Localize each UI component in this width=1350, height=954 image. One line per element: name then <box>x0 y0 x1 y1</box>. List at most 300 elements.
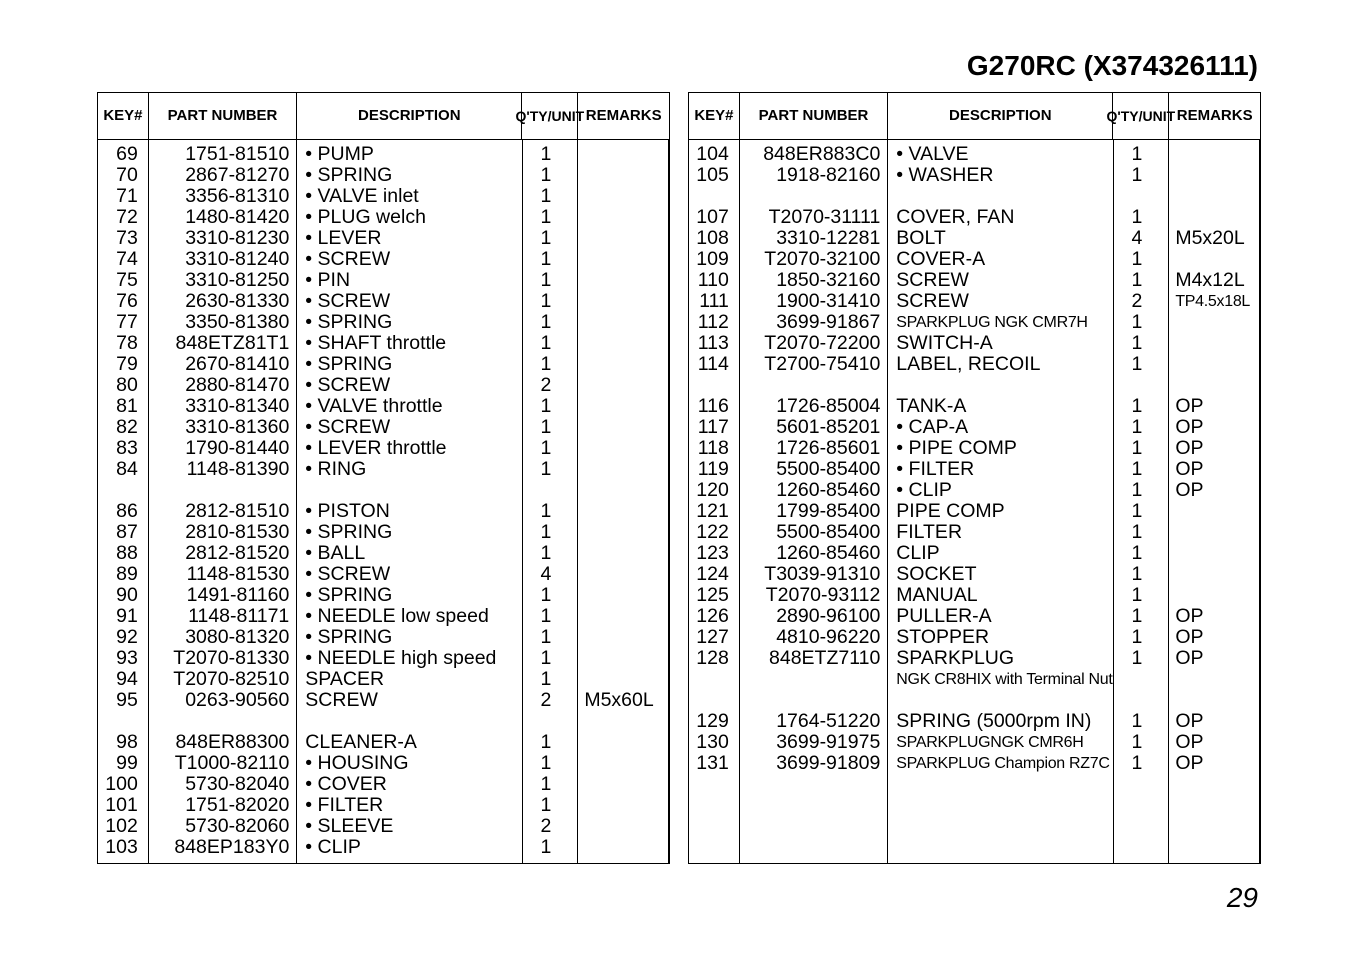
table-row <box>689 207 1260 228</box>
table-row <box>689 312 1260 333</box>
table-row <box>689 459 1260 480</box>
part-number-cell: T2700-75410 <box>764 354 881 375</box>
key-cell: 124 <box>696 564 729 585</box>
description-cell: COVER-A <box>896 249 986 270</box>
table-row <box>98 795 669 816</box>
remarks-cell <box>578 228 669 249</box>
table-row <box>98 816 669 837</box>
qty-cell: 1 <box>540 648 552 669</box>
qty-cell: 1 <box>1131 459 1143 480</box>
table-row <box>689 480 1260 501</box>
table-row <box>98 669 669 690</box>
remarks-cell <box>1169 501 1260 522</box>
table-row <box>98 522 669 543</box>
qty-cell: 1 <box>540 270 552 291</box>
part-number-cell: T3039-91310 <box>764 564 881 585</box>
part-number-cell: 1850-32160 <box>776 270 881 291</box>
description-cell: MANUAL <box>896 585 978 606</box>
qty-cell: 1 <box>1131 438 1143 459</box>
description-cell: • SLEEVE <box>305 816 394 837</box>
key-cell: 118 <box>697 438 729 459</box>
qty-cell: 1 <box>540 837 552 858</box>
part-number-cell: 3310-12281 <box>776 228 881 249</box>
qty-cell: 1 <box>540 774 552 795</box>
qty-cell: 1 <box>540 417 552 438</box>
key-cell: 108 <box>696 228 729 249</box>
description-cell: • NEEDLE high speed <box>305 648 497 669</box>
part-number-cell: 1260-85460 <box>776 543 881 564</box>
qty-cell <box>1113 186 1169 207</box>
description-cell: • PISTON <box>305 501 390 522</box>
part-number-cell: 2670-81410 <box>185 354 290 375</box>
header-qty-line2: UNIT <box>551 108 585 124</box>
table-row <box>98 774 669 795</box>
part-number-cell: 5730-82040 <box>185 774 290 795</box>
table-row <box>689 753 1260 774</box>
part-number-cell: 1148-81530 <box>186 564 290 585</box>
description-cell: • HOUSING <box>305 753 409 774</box>
table-row <box>98 648 669 669</box>
table-row <box>98 312 669 333</box>
part-number-cell: 1260-85460 <box>776 480 881 501</box>
part-number-cell: 4810-96220 <box>776 627 881 648</box>
remarks-cell <box>1169 375 1260 396</box>
header-remarks: REMARKS <box>585 107 662 124</box>
remarks-cell: OP <box>1175 753 1204 774</box>
table-row <box>689 606 1260 627</box>
part-number-cell: 1900-31410 <box>776 291 881 312</box>
remarks-cell <box>578 354 669 375</box>
qty-cell: 2 <box>1131 291 1143 312</box>
table-row <box>689 375 1260 396</box>
qty-cell: 1 <box>540 627 552 648</box>
part-number-cell: 3310-81360 <box>185 417 290 438</box>
part-number-cell: 3080-81320 <box>185 627 290 648</box>
part-number-cell: 3310-81340 <box>185 396 290 417</box>
remarks-cell: TP4.5x18L <box>1175 293 1251 310</box>
remarks-cell <box>1169 165 1260 186</box>
remarks-cell <box>578 795 669 816</box>
description-cell: BOLT <box>896 228 946 249</box>
table-row <box>689 249 1260 270</box>
key-cell: 128 <box>696 648 729 669</box>
part-number-cell: 2880-81470 <box>185 375 290 396</box>
part-number-cell: 848ETZ81T1 <box>175 333 290 354</box>
part-number-cell: 1148-81171 <box>188 606 290 627</box>
qty-cell <box>1113 669 1169 690</box>
header-qty-line1: Q'TY/ <box>1106 108 1143 124</box>
description-cell: • VALVE <box>896 144 969 165</box>
key-cell: 82 <box>116 417 138 438</box>
description-cell: • BALL <box>305 543 366 564</box>
key-cell: 72 <box>116 207 138 228</box>
description-cell: • PLUG welch <box>305 207 426 228</box>
key-cell: 105 <box>696 165 729 186</box>
description-cell <box>888 375 1113 396</box>
key-cell: 117 <box>697 417 729 438</box>
remarks-cell: M4x12L <box>1175 270 1245 291</box>
description-cell: • LEVER throttle <box>305 438 447 459</box>
part-number-cell: 2812-81510 <box>185 501 290 522</box>
part-number-cell <box>740 669 888 690</box>
remarks-cell <box>1169 333 1260 354</box>
remarks-cell <box>1169 354 1260 375</box>
key-cell: 99 <box>116 753 138 774</box>
qty-cell: 1 <box>540 606 552 627</box>
table-row <box>689 585 1260 606</box>
table-row <box>98 543 669 564</box>
description-cell: SCREW <box>896 270 969 291</box>
qty-cell: 1 <box>540 291 552 312</box>
description-cell: • RING <box>305 459 367 480</box>
description-cell: • FILTER <box>305 795 384 816</box>
part-number-cell: T2070-82510 <box>173 669 290 690</box>
description-cell: SPACER <box>305 669 385 690</box>
header-qty <box>1106 93 1176 139</box>
key-cell: 71 <box>116 186 138 207</box>
table-row <box>689 648 1260 669</box>
description-cell: • VALVE throttle <box>305 396 443 417</box>
part-number-cell: 1764-51220 <box>776 711 881 732</box>
description-cell: • SPRING <box>305 354 393 375</box>
part-number-cell: 1726-85004 <box>776 396 881 417</box>
header-remarks: REMARKS <box>1176 107 1253 124</box>
qty-cell: 2 <box>540 816 552 837</box>
key-cell: 86 <box>116 501 138 522</box>
qty-cell: 1 <box>1131 270 1143 291</box>
remarks-cell <box>578 396 669 417</box>
table-header <box>98 93 669 140</box>
description-cell: SPARKPLUG Champion RZ7C <box>896 755 1110 772</box>
description-cell: • SPRING <box>305 165 393 186</box>
table-row <box>98 291 669 312</box>
remarks-cell <box>578 564 669 585</box>
table-row <box>689 564 1260 585</box>
remarks-cell <box>578 522 669 543</box>
remarks-cell <box>578 165 669 186</box>
qty-cell: 1 <box>1131 144 1143 165</box>
qty-cell: 1 <box>1131 732 1143 753</box>
description-cell: PULLER-A <box>896 606 992 627</box>
table-row <box>689 732 1260 753</box>
qty-cell: 1 <box>1131 207 1143 228</box>
qty-cell: 1 <box>540 501 552 522</box>
remarks-cell <box>578 669 669 690</box>
remarks-cell: OP <box>1175 417 1204 438</box>
table-row <box>689 522 1260 543</box>
table-row <box>98 417 669 438</box>
remarks-cell: OP <box>1175 648 1204 669</box>
key-cell: 81 <box>116 396 138 417</box>
description-cell: • COVER <box>305 774 387 795</box>
part-number-cell: 848EP183Y0 <box>174 837 290 858</box>
table-row <box>689 417 1260 438</box>
remarks-cell: M5x60L <box>584 690 654 711</box>
description-cell: • FILTER <box>896 459 975 480</box>
remarks-cell <box>1169 522 1260 543</box>
remarks-cell <box>578 249 669 270</box>
table-row <box>98 375 669 396</box>
remarks-cell <box>578 501 669 522</box>
key-cell: 123 <box>696 543 729 564</box>
key-cell: 125 <box>696 585 729 606</box>
table-row <box>689 690 1260 711</box>
qty-cell: 1 <box>1131 585 1143 606</box>
remarks-cell <box>578 459 669 480</box>
remarks-cell <box>1169 312 1260 333</box>
key-cell: 95 <box>116 690 138 711</box>
part-number-cell <box>149 711 297 732</box>
remarks-cell <box>578 606 669 627</box>
part-number-cell: T2070-93112 <box>765 585 881 606</box>
remarks-cell <box>578 480 669 501</box>
table-row <box>98 501 669 522</box>
qty-cell: 1 <box>1131 480 1143 501</box>
description-cell: SPARKPLUG NGK CMR7H <box>896 314 1088 331</box>
remarks-cell <box>578 648 669 669</box>
part-number-cell: T2070-32100 <box>764 249 881 270</box>
qty-cell: 1 <box>1131 648 1143 669</box>
rows-right <box>689 144 1260 774</box>
description-cell <box>297 480 522 501</box>
table-row <box>98 732 669 753</box>
header-qty-line1: Q'TY/ <box>515 108 552 124</box>
description-cell: • PUMP <box>305 144 374 165</box>
part-number-cell: 1491-81160 <box>186 585 290 606</box>
remarks-cell <box>578 333 669 354</box>
table-row <box>98 186 669 207</box>
table-row <box>98 564 669 585</box>
qty-cell: 1 <box>1131 165 1143 186</box>
qty-cell: 4 <box>540 564 552 585</box>
part-number-cell <box>740 375 888 396</box>
key-cell: 122 <box>696 522 729 543</box>
qty-cell: 1 <box>540 354 552 375</box>
remarks-cell <box>578 543 669 564</box>
description-cell: • CLIP <box>305 837 361 858</box>
description-cell: • CAP-A <box>896 417 969 438</box>
description-cell: SCREW <box>896 291 969 312</box>
remarks-cell: OP <box>1175 732 1204 753</box>
part-number-cell: 3350-81380 <box>185 312 290 333</box>
part-number-cell: 5730-82060 <box>185 816 290 837</box>
key-cell: 127 <box>696 627 729 648</box>
part-number-cell <box>149 480 297 501</box>
qty-cell: 1 <box>540 249 552 270</box>
qty-cell: 1 <box>1131 417 1143 438</box>
remarks-cell <box>578 732 669 753</box>
description-cell <box>888 690 1113 711</box>
table-body <box>689 140 1260 863</box>
remarks-cell <box>1169 207 1260 228</box>
description-cell: CLIP <box>896 543 940 564</box>
key-cell: 73 <box>116 228 138 249</box>
part-number-cell: T2070-31111 <box>768 207 881 228</box>
table-row <box>689 333 1260 354</box>
remarks-cell <box>1169 249 1260 270</box>
table-row <box>98 270 669 291</box>
header-qty <box>515 93 585 139</box>
description-cell: • WASHER <box>896 165 994 186</box>
key-cell: 94 <box>116 669 138 690</box>
description-cell: TANK-A <box>896 396 967 417</box>
qty-cell: 1 <box>540 585 552 606</box>
part-number-cell: T2070-72200 <box>764 333 881 354</box>
table-row <box>689 627 1260 648</box>
qty-cell: 1 <box>540 753 552 774</box>
part-number-cell: 3356-81310 <box>185 186 290 207</box>
remarks-cell: OP <box>1175 438 1204 459</box>
part-number-cell: 1790-81440 <box>185 438 290 459</box>
remarks-cell <box>578 816 669 837</box>
table-row <box>98 711 669 732</box>
key-cell: 109 <box>696 249 729 270</box>
remarks-cell: OP <box>1175 480 1204 501</box>
header-part-number: PART NUMBER <box>740 93 888 139</box>
key-cell: 130 <box>696 732 729 753</box>
table-row <box>689 228 1260 249</box>
remarks-cell <box>578 837 669 858</box>
part-number-cell <box>740 690 888 711</box>
qty-cell: 1 <box>540 669 552 690</box>
qty-cell: 1 <box>540 522 552 543</box>
remarks-cell <box>1169 690 1260 711</box>
header-description: DESCRIPTION <box>297 93 522 139</box>
description-cell: SPARKPLUGNGK CMR6H <box>896 734 1084 751</box>
qty-cell: 1 <box>540 144 552 165</box>
part-number-cell: 1751-82020 <box>185 795 290 816</box>
key-cell: 116 <box>697 396 729 417</box>
key-cell: 84 <box>116 459 138 480</box>
remarks-cell: OP <box>1175 627 1204 648</box>
table-row <box>689 396 1260 417</box>
part-number-cell: 3310-81250 <box>185 270 290 291</box>
key-cell: 88 <box>116 543 138 564</box>
key-cell: 78 <box>116 333 138 354</box>
key-cell <box>98 711 149 732</box>
key-cell: 111 <box>699 291 729 312</box>
part-number-cell: 2810-81530 <box>185 522 290 543</box>
description-cell: • SPRING <box>305 627 393 648</box>
qty-cell: 4 <box>1131 228 1143 249</box>
table-row <box>98 837 669 858</box>
qty-cell: 1 <box>540 543 552 564</box>
key-cell: 112 <box>697 312 729 333</box>
key-cell: 93 <box>116 648 138 669</box>
key-cell: 107 <box>696 207 729 228</box>
remarks-cell <box>578 438 669 459</box>
remarks-cell: OP <box>1175 396 1204 417</box>
description-cell: FILTER <box>896 522 963 543</box>
remarks-cell: OP <box>1175 459 1204 480</box>
description-cell: • SCREW <box>305 417 391 438</box>
key-cell: 114 <box>697 354 729 375</box>
part-number-cell: 3310-81230 <box>185 228 290 249</box>
description-cell: LABEL, RECOIL <box>896 354 1041 375</box>
description-cell: • CLIP <box>896 480 952 501</box>
key-cell: 70 <box>116 165 138 186</box>
key-cell: 77 <box>116 312 138 333</box>
part-number-cell: 848ER883C0 <box>763 144 881 165</box>
key-cell: 103 <box>105 837 138 858</box>
part-number-cell: 1918-82160 <box>776 165 881 186</box>
qty-cell: 1 <box>1131 249 1143 270</box>
qty-cell: 1 <box>540 795 552 816</box>
qty-cell: 1 <box>540 459 552 480</box>
table-row <box>689 354 1260 375</box>
description-cell: SPRING (5000rpm IN) <box>896 711 1092 732</box>
qty-cell: 1 <box>540 207 552 228</box>
page-number: 29 <box>1226 882 1258 913</box>
key-cell: 120 <box>696 480 729 501</box>
qty-cell: 1 <box>1131 333 1143 354</box>
remarks-cell <box>578 375 669 396</box>
part-number-cell: 2812-81520 <box>185 543 290 564</box>
description-cell: PIPE COMP <box>896 501 1005 522</box>
key-cell: 83 <box>116 438 138 459</box>
remarks-cell <box>1169 564 1260 585</box>
rows-left <box>98 144 669 858</box>
key-cell <box>689 375 740 396</box>
description-cell: SCREW <box>305 690 378 711</box>
key-cell: 131 <box>696 753 729 774</box>
key-cell: 119 <box>697 459 729 480</box>
description-cell: • SHAFT throttle <box>305 333 447 354</box>
key-cell <box>98 480 149 501</box>
parts-table-left <box>97 92 670 864</box>
remarks-cell <box>1169 186 1260 207</box>
remarks-cell <box>578 711 669 732</box>
description-cell <box>888 186 1113 207</box>
key-cell: 102 <box>105 816 138 837</box>
remarks-cell <box>578 417 669 438</box>
qty-cell: 1 <box>1131 396 1143 417</box>
remarks-cell <box>578 186 669 207</box>
key-cell: 126 <box>696 606 729 627</box>
part-number-cell: 3310-81240 <box>185 249 290 270</box>
key-cell: 89 <box>116 564 138 585</box>
key-cell: 110 <box>697 270 729 291</box>
table-row <box>98 144 669 165</box>
part-number-cell: 3699-91867 <box>776 312 881 333</box>
description-cell: CLEANER-A <box>305 732 417 753</box>
table-row <box>689 186 1260 207</box>
description-cell: COVER, FAN <box>896 207 1015 228</box>
key-cell: 80 <box>116 375 138 396</box>
table-row <box>689 669 1260 690</box>
remarks-cell <box>1169 144 1260 165</box>
qty-cell: 1 <box>1131 627 1143 648</box>
qty-cell: 1 <box>1131 522 1143 543</box>
part-number-cell: 5500-85400 <box>776 459 881 480</box>
qty-cell: 1 <box>540 438 552 459</box>
remarks-cell <box>1169 585 1260 606</box>
key-cell: 75 <box>116 270 138 291</box>
part-number-cell <box>740 186 888 207</box>
table-row <box>98 585 669 606</box>
header-qty-line2: UNIT <box>1142 108 1176 124</box>
part-number-cell: 848ETZ7110 <box>769 648 881 669</box>
key-cell: 91 <box>116 606 138 627</box>
key-cell: 98 <box>116 732 138 753</box>
description-cell: • SCREW <box>305 564 391 585</box>
key-cell: 104 <box>696 144 729 165</box>
part-number-cell: 1799-85400 <box>776 501 881 522</box>
table-row <box>98 438 669 459</box>
remarks-cell <box>1169 543 1260 564</box>
description-cell: • SPRING <box>305 312 393 333</box>
table-body <box>98 140 669 863</box>
